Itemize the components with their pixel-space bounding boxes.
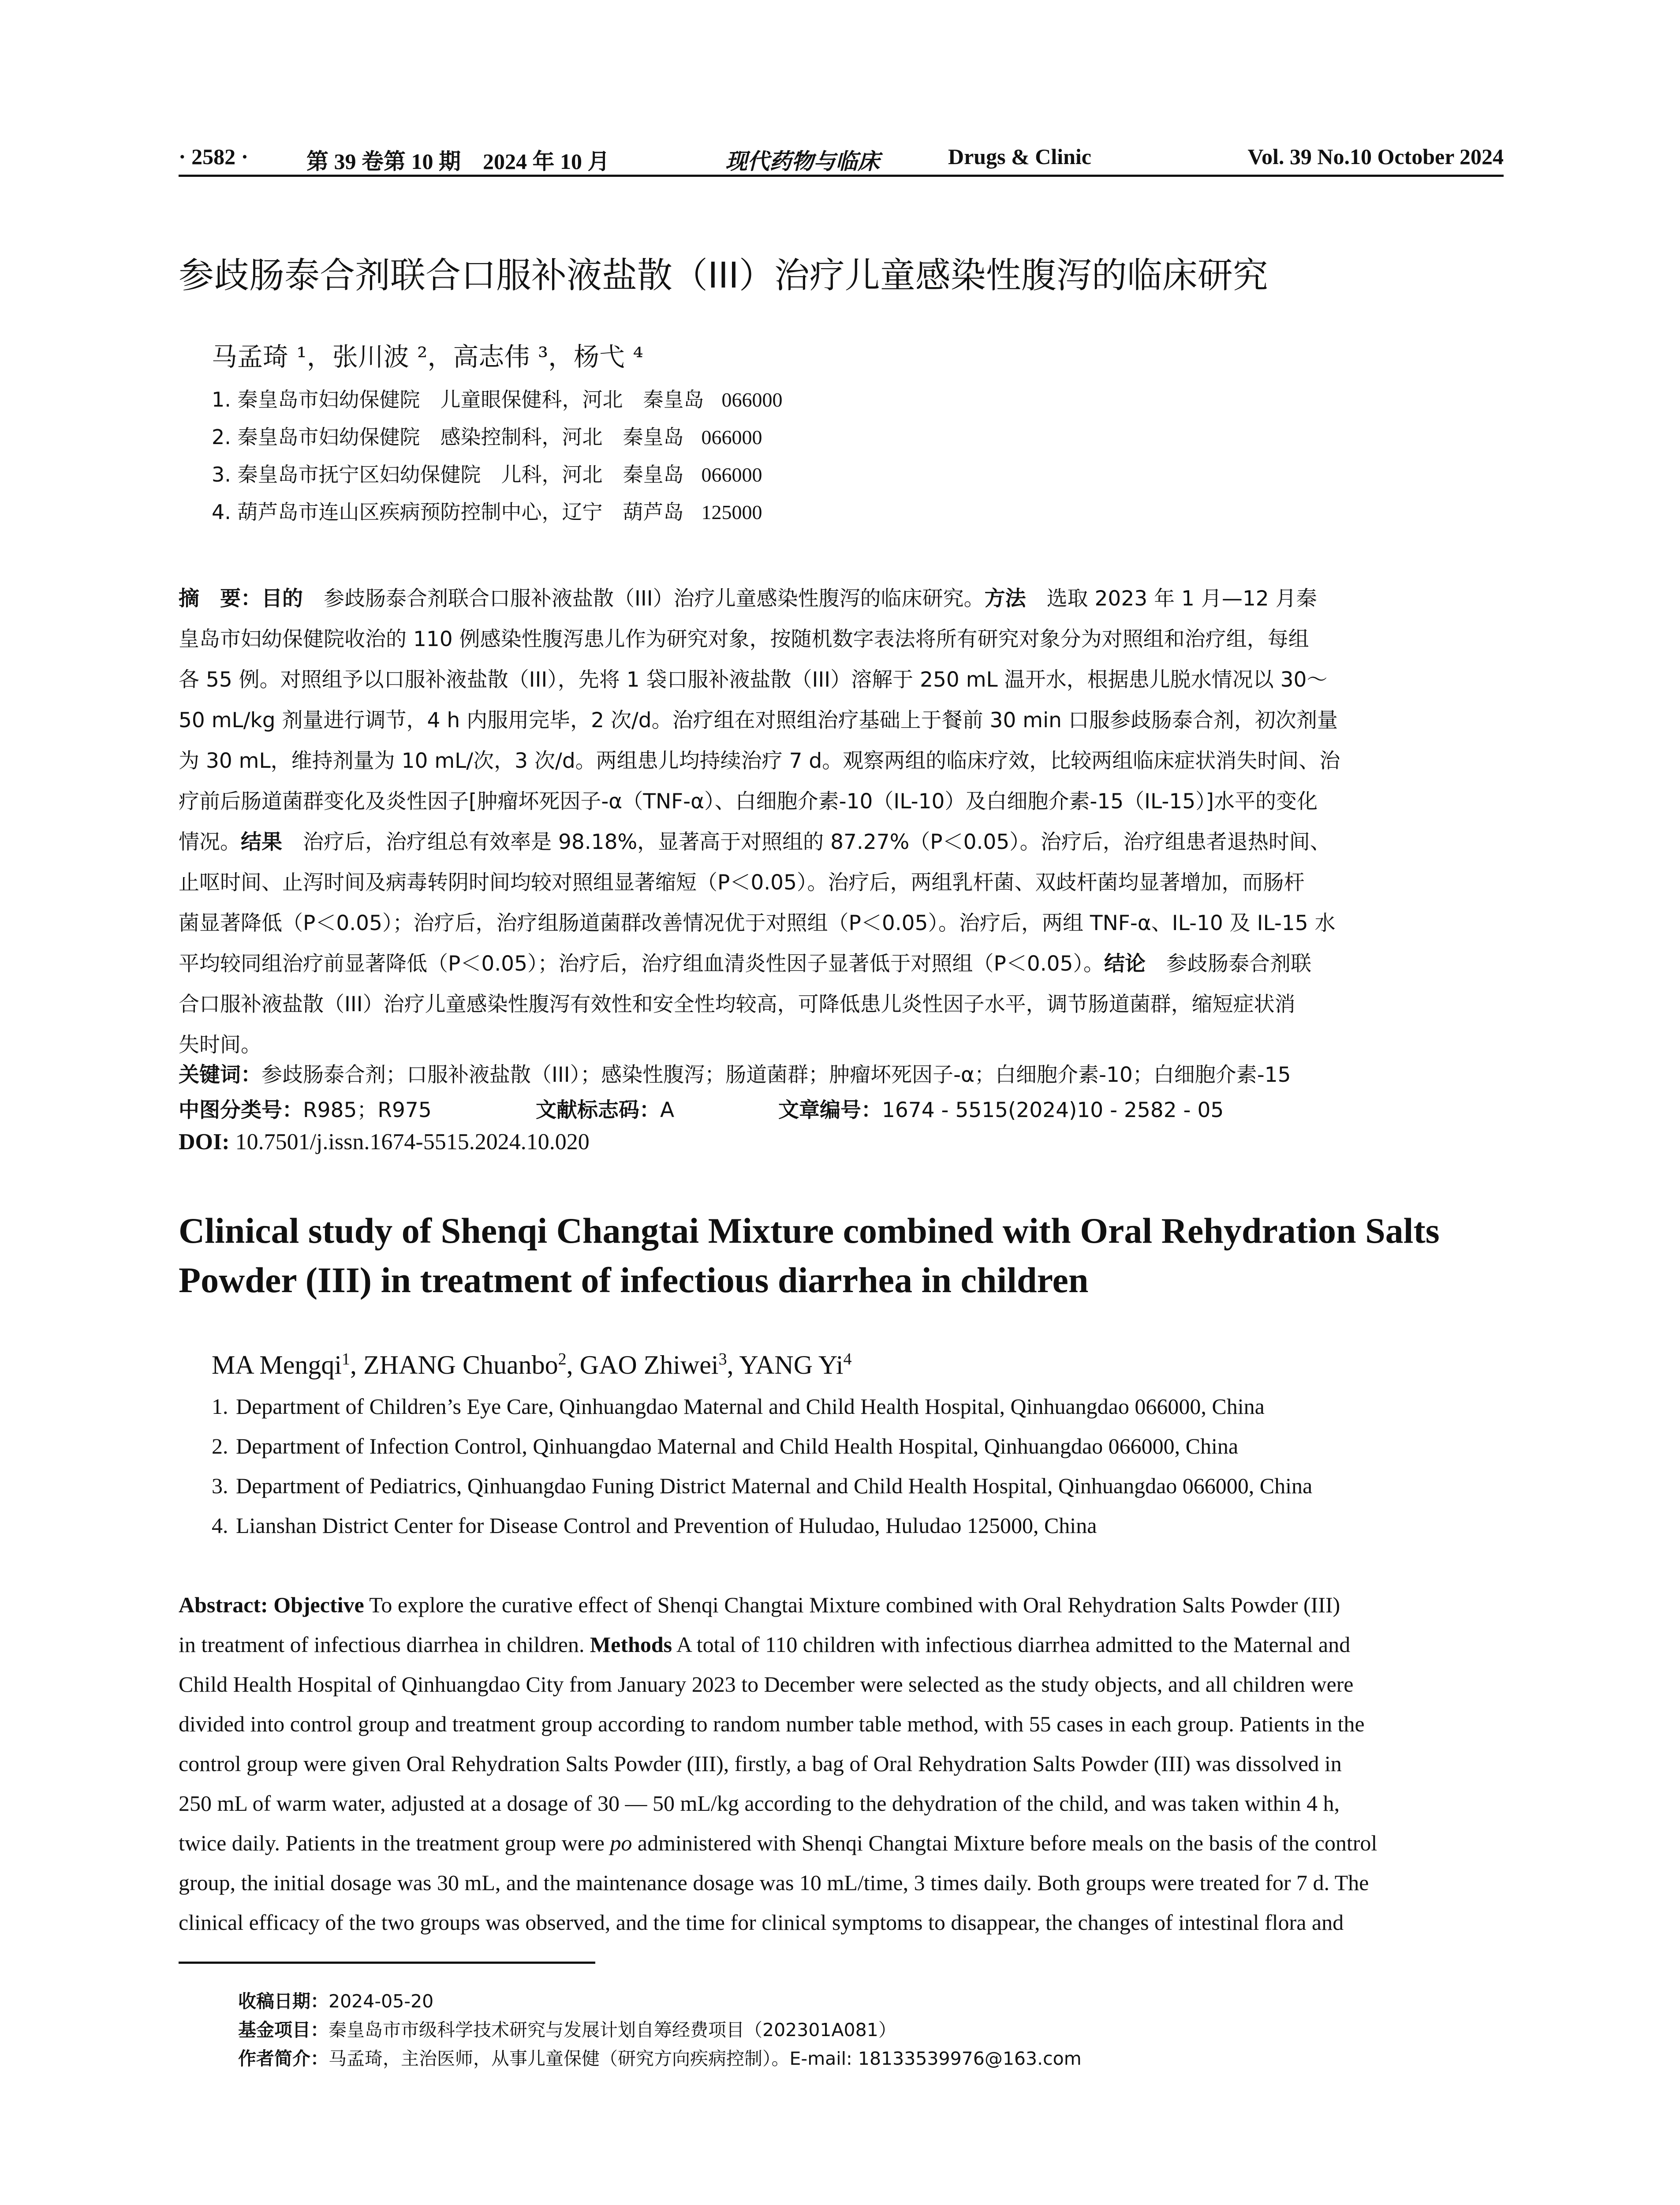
article-title-en: Clinical study of Shenqi Changtai Mixture combined with Oral Rehydration Salts Powder (III) in treatment of infectious diarrhea in children: [179, 1211, 1440, 1300]
footnote-funding: 基金项目：秦皇岛市市级科学技术研究与发展计划自筹经费项目（202301A081）: [238, 2019, 896, 2041]
issue-cn: 第 39 卷第 10 期 2024 年 10 月: [306, 149, 610, 174]
authors-cn: 马孟琦 ¹，张川波 ²，高志伟 ³，杨弋 ⁴: [212, 342, 643, 372]
affiliation-en-3: 3. Department of Pediatrics, Qinhuangdao Funing District Maternal and Child Health Hospital, Qinhuangdao 066000, China: [212, 1473, 1313, 1498]
footnote-author-bio: 作者简介：马孟琦，主治医师，从事儿童保健（研究方向疾病控制）。E-mail: 18133539976@163.com: [238, 2048, 1082, 2069]
affiliation-cn-2: 2. 秦皇岛市妇幼保健院 感染控制科，河北 秦皇岛 066000: [212, 425, 762, 449]
affiliation-en-4: 4. Lianshan District Center for Disease Control and Prevention of Huludao, Huludao 125000, China: [212, 1513, 1097, 1538]
footnote-received: 收稿日期：2024-05-20: [238, 1991, 434, 2012]
abstract-cn-line: 情况。结果 治疗后，治疗组总有效率是 98.18%，显著高于对照组的 87.27%（P＜0.05）。治疗后，治疗组患者退热时间、: [179, 830, 1331, 854]
abstract-en-line: Child Health Hospital of Qinhuangdao City from January 2023 to December were selected as the study objects, and all children were: [179, 1672, 1354, 1697]
classification-line: 中图分类号：R985；R975 文献标志码：A 文章编号：1674 - 5515(2024)10 - 2582 - 05: [179, 1098, 1224, 1122]
abstract-cn-line: 失时间。: [179, 1033, 261, 1057]
abstract-cn-line: 皇岛市妇幼保健院收治的 110 例感染性腹泻患儿作为研究对象，按随机数字表法将所有研究对象分为对照组和治疗组，每组: [179, 627, 1309, 651]
page-number: · 2582 ·: [179, 144, 249, 169]
abstract-cn-line: 各 55 例。对照组予以口服补液盐散（III），先将 1 袋口服补液盐散（III）溶解于 250 mL 温开水，根据患儿脱水情况以 30～: [179, 668, 1328, 692]
affiliation-cn-4: 4. 葫芦岛市连山区疾病预防控制中心，辽宁 葫芦岛 125000: [212, 500, 762, 524]
abstract-cn-line: 疗前后肠道菌群变化及炎性因子[肿瘤坏死因子-α（TNF-α）、白细胞介素-10（IL-10）及白细胞介素-15（IL-15）]水平的变化: [179, 789, 1318, 814]
abstract-cn-line: 合口服补液盐散（III）治疗儿童感染性腹泻有效性和安全性均较高，可降低患儿炎性因子水平，调节肠道菌群，缩短症状消: [179, 992, 1295, 1017]
authors-en: MA Mengqi$^1$, ZHANG Chuanbo$^2$, GAO Zhiwei$^3$, YANG Yi$^4$: [212, 1350, 852, 1379]
footnote-divider: [179, 1962, 595, 1964]
running-header: [179, 140, 1504, 177]
article-title-cn: 参歧肠泰合剂联合口服补液盐散（III）治疗儿童感染性腹泻的临床研究: [179, 255, 1268, 296]
affiliation-en-1: 1. Department of Children’s Eye Care, Qinhuangdao Maternal and Child Health Hospital, Qinhuangdao 066000, China: [212, 1394, 1265, 1419]
abstract-cn-line: 平均较同组治疗前显著降低（P＜0.05）；治疗后，治疗组血清炎性因子显著低于对照组（P＜0.05）。结论 参歧肠泰合剂联: [179, 952, 1311, 976]
issue-en: Vol. 39 No.10 October 2024: [1247, 144, 1504, 169]
abstract-en-line: clinical efficacy of the two groups was observed, and the time for clinical symptoms to disappear, the changes of intestinal flora and: [179, 1910, 1344, 1935]
affiliation-en-2: 2. Department of Infection Control, Qinhuangdao Maternal and Child Health Hospital, Qinhuangdao 066000, China: [212, 1434, 1239, 1458]
abstract-en-line: twice daily. Patients in the treatment group were po administered with Shenqi Changtai Mixture before meals on the basis of the control: [179, 1831, 1378, 1855]
journal-name-cn: 现代药物与临床: [725, 148, 880, 174]
abstract-cn-line: 为 30 mL，维持剂量为 10 mL/次，3 次/d。两组患儿均持续治疗 7 d。观察两组的临床疗效，比较两组临床症状消失时间、治: [179, 749, 1340, 773]
affiliation-cn-3: 3. 秦皇岛市抚宁区妇幼保健院 儿科，河北 秦皇岛 066000: [212, 463, 762, 486]
abstract-en-line: divided into control group and treatment group according to random number table method, with 55 cases in each group. Patients in the: [179, 1712, 1365, 1736]
abstract-en-line: 250 mL of warm water, adjusted at a dosage of 30 — 50 mL/kg according to the dehydration of the child, and was taken within 4 h,: [179, 1791, 1340, 1816]
abstract-cn-line: 摘 要：目的 参歧肠泰合剂联合口服补液盐散（III）治疗儿童感染性腹泻的临床研究。方法 选取 2023 年 1 月—12 月秦: [179, 587, 1317, 611]
abstract-en-line: group, the initial dosage was 30 mL, and the maintenance dosage was 10 mL/time, 3 times daily. Both groups were treated for 7 d. The: [179, 1870, 1369, 1895]
abstract-cn-line: 50 mL/kg 剂量进行调节，4 h 内服用完毕，2 次/d。治疗组在对照组治疗基础上于餐前 30 min 口服参歧肠泰合剂，初次剂量: [179, 708, 1338, 733]
abstract-en-line: control group were given Oral Rehydration Salts Powder (III), firstly, a bag of Oral Rehydration Salts Powder (III) was dissolved in: [179, 1751, 1342, 1776]
doi: DOI: 10.7501/j.issn.1674-5515.2024.10.020: [179, 1129, 590, 1155]
journal-name-en: Drugs & Clinic: [948, 144, 1091, 169]
abstract-en-line: Abstract: Objective To explore the curative effect of Shenqi Changtai Mixture combined with Oral Rehydration Salts Powder (III): [179, 1592, 1340, 1617]
keywords-cn: 关键词：参歧肠泰合剂；口服补液盐散（III）；感染性腹泻；肠道菌群；肿瘤坏死因子-α；白细胞介素-10；白细胞介素-15: [179, 1063, 1291, 1087]
abstract-cn-line: 止呕时间、止泻时间及病毒转阴时间均较对照组显著缩短（P＜0.05）。治疗后，两组乳杆菌、双歧杆菌均显著增加，而肠杆: [179, 871, 1305, 895]
abstract-en-line: in treatment of infectious diarrhea in children. Methods A total of 110 children with infectious diarrhea admitted to the Maternal and: [179, 1632, 1351, 1657]
affiliation-cn-1: 1. 秦皇岛市妇幼保健院 儿童眼保健科，河北 秦皇岛 066000: [212, 388, 783, 411]
abstract-cn-line: 菌显著降低（P＜0.05）；治疗后，治疗组肠道菌群改善情况优于对照组（P＜0.05）。治疗后，两组 TNF-α、IL-10 及 IL-15 水: [179, 911, 1336, 935]
